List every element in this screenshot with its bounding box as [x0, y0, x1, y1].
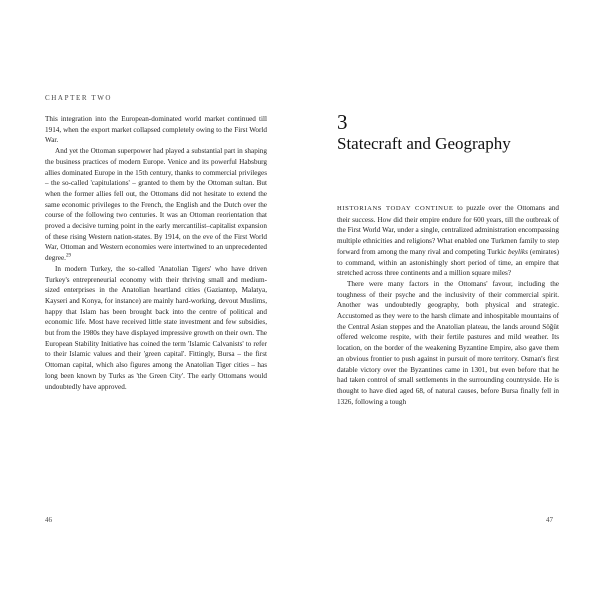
paragraph-text: And yet the Ottoman superpower had played a substantial part in shaping the business practices of modern Europe. Venice and its powerful Habsburg allies dominated Europe in the 15th century, thanks to commercial privileges – the so-called 'capitulations' – granted to them by the Ottoman sultan. But when the former allies fell out, the Ottomans did not hesitate to extend the same economic privileges to the French, the English and the Dutch over the course of the following two centuries. It was an Ottoman reorientation that proved a decisive turning point in the early mercantilist–capitalist expansion of these rising Western nation-states. By 1914, on the eve of the First World War, Ottoman and Western economies were intertwined to an unprecedented degree.: [45, 147, 267, 263]
chapter-opening-lead: HISTORIANS TODAY CONTINUE: [337, 205, 454, 212]
paragraph: In modern Turkey, the so-called 'Anatolian Tigers' who have driven Turkey's entrepreneurial economy with their thriving small and medium-sized enterprises in the Anatolian heartland cities (Gaziantep, Malatya, Kayseri and Konya, for instance) are mainly hard-working, devout Muslims, happy that Islam has been brought back into the centre of political and economic life. Most have received little state investment and few subsidies, but from the 1980s they have displayed impressive growth on their own. The European Stability Initiative has coined the term 'Islamic Calvanists' to refer to their Islamic values and their 'green capital'. Fittingly, Bursa – the first Ottoman capital, which also figures among the Anatolian Tiger cities – has long been known by Turks as 'the Green City'. The early Ottomans would undoubtedly have approved.: [45, 264, 267, 391]
right-body-text: [337, 203, 559, 407]
paragraph: This integration into the European-dominated world market continued till 1914, when the export market collapsed completely owing to the First World War.: [45, 115, 267, 145]
paragraph-text: to puzzle over the Ottomans and their success. How did their empire endure for 600 years, till the outbreak of the First World War, under a single, centralized administration encompassing multiple ethnicities and religions? What enabled one Turkmen family to step forward from among the many rival and competing Turkic: [337, 204, 559, 256]
paragraph: There were many factors in the Ottomans' favour, including the toughness of their psyche and the inclusivity of their commercial spirit. Another was undoubtedly geography, both physical and strategic. Accustomed as they were to the harsh climate and inhospitable mountains of the Central Asian steppes and the Anatolian plateau, the lands around Söğüt offered welcome respite, with their fertile pastures and mild weather. Its location, on the border of the weakening Byzantine Empire, also gave them an obvious frontier to push against in pursuit of more territory. Osman's first datable victory over the Byzantines came in 1301, but even before that he had taken control of small settlements in the surrounding countryside. He is thought to have died aged 68, of natural causes, before Bursa finally fell in 1326, following a tough: [337, 279, 559, 406]
paragraph: [45, 146, 267, 264]
left-body-text: [45, 114, 267, 392]
chapter-title: Statecraft and Geography: [337, 134, 511, 153]
footnote-marker: 29: [65, 253, 71, 259]
paragraph-text: (emirates) to command, within an astonishingly short period of time, an empire that stretched across three continents and a million square miles?: [337, 247, 559, 278]
page-number: 46: [45, 516, 52, 524]
running-head: CHAPTER TWO: [45, 94, 113, 102]
chapter-number: 3: [337, 110, 348, 134]
italic-term: beyliks: [507, 247, 528, 256]
page-number: 47: [546, 516, 553, 524]
paragraph: [337, 203, 559, 279]
